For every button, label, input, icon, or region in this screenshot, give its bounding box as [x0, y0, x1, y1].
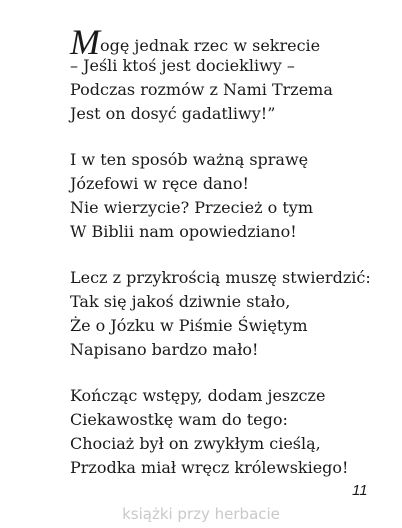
poem — [70, 22, 371, 502]
poem-line-text: ogę jednak rzec w sekrecie — [100, 36, 321, 55]
poem-line: Tak się jakoś dziwnie stało, — [70, 292, 291, 311]
poem-line — [70, 22, 370, 62]
poem-line: Nie wierzycie? Przecież o tym — [70, 198, 314, 217]
poem-line: Podczas rozmów z Nami Trzema — [70, 80, 333, 99]
poem-line: W Biblii nam opowiedziano! — [70, 222, 297, 241]
poem-line: Jest on dosyć gadatliwy!” — [70, 104, 276, 123]
poem-line: – Jeśli ktoś jest dociekliwy – — [70, 56, 295, 75]
poem-line: Lecz z przykrością muszę stwierdzić: — [70, 268, 371, 287]
stanza-1 — [70, 22, 370, 126]
poem-line: Józefowi w ręce dano! — [70, 174, 249, 193]
poem-line: I w ten sposób ważną sprawę — [70, 150, 309, 169]
poem-line: Że o Józku w Piśmie Świętym — [70, 316, 308, 335]
stanza-2 — [70, 148, 370, 244]
page-number: 11 — [352, 482, 368, 499]
poem-line: Przodka miał wręcz królewskiego! — [70, 458, 349, 477]
stanza-3 — [70, 266, 370, 362]
poem-line: Napisano bardzo mało! — [70, 340, 259, 359]
poem-line: Kończąc wstępy, dodam jeszcze — [70, 386, 326, 405]
drop-cap: M — [70, 22, 99, 62]
stanza-4 — [70, 384, 370, 480]
poem-line: Ciekawostkę wam do tego: — [70, 410, 288, 429]
poem-line: Chociaż był on zwykłym cieślą, — [70, 434, 321, 453]
watermark: książki przy herbacie — [122, 505, 280, 523]
